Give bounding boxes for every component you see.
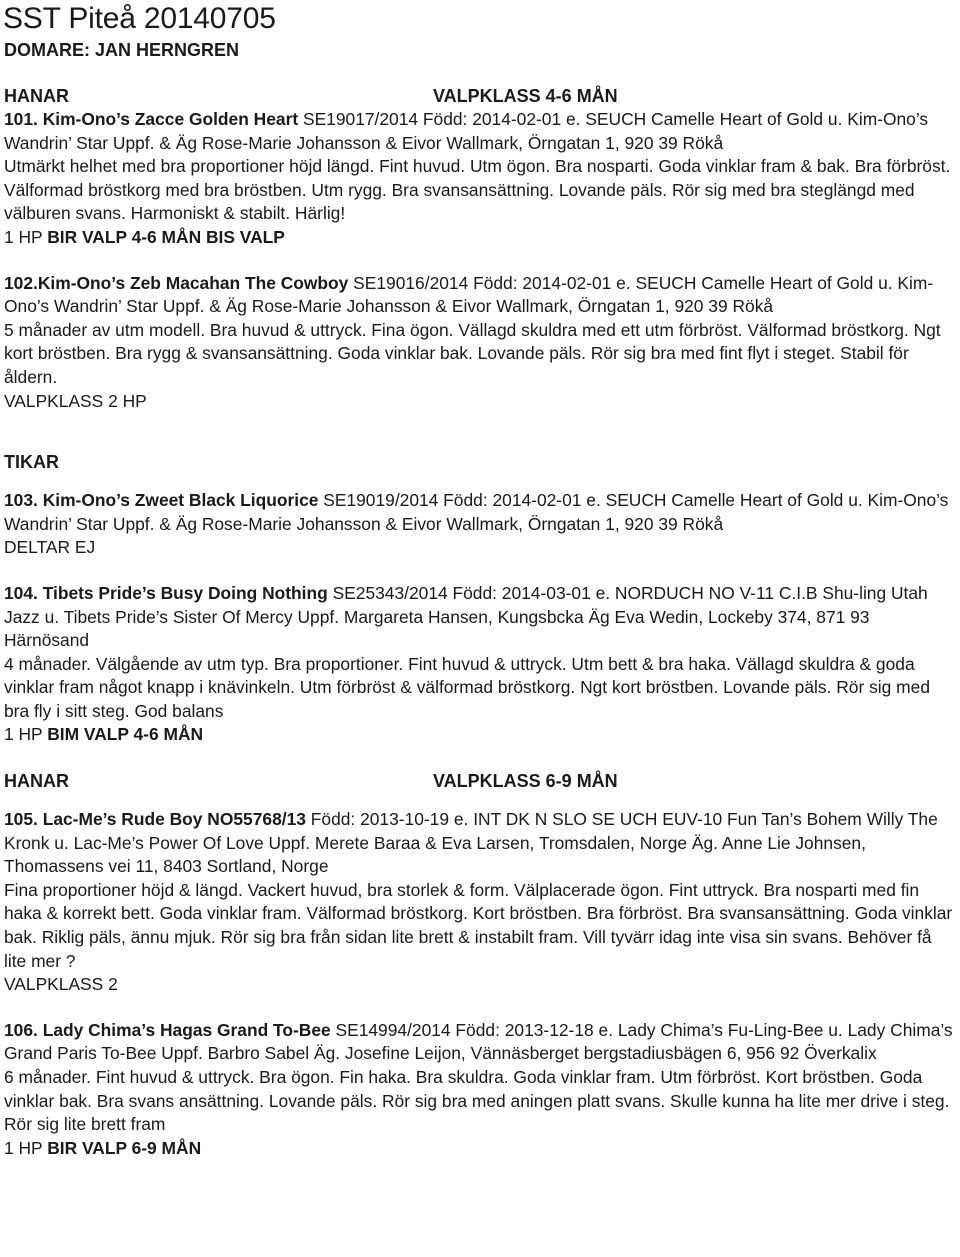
entry-details: SE19019/2014 Född: 2014-02-01 e. SEUCH Camelle Heart of Gold u. Kim-Ono’s Wandrin’ Star Uppf. & Äg Rose-Marie Johansson & Eivor Wallmark, Örngatan 1, 920 39 Rökå: [4, 490, 949, 534]
entry-104: [4, 582, 956, 747]
entry-header: [4, 808, 956, 879]
section-sex: TIKAR: [4, 452, 59, 473]
entry-result: [4, 973, 956, 997]
entry-number: 103.: [4, 490, 38, 511]
entry-details: SE25343/2014 Född: 2014-03-01 e. NORDUCH NO V-11 C.I.B Shu-ling Utah Jazz u. Tibets Pride’s Sister Of Mercy Uppf. Margareta Hansen, Kungsbcka Äg Eva Wedin, Lockeby 374, 871 93 Härnösand: [4, 582, 928, 651]
result-prefix: 1 HP: [4, 226, 48, 247]
entry-header: [4, 489, 956, 536]
entry-header: [4, 272, 956, 319]
entry-details: SE14994/2014 Född: 2013-12-18 e. Lady Chima’s Fu-Ling-Bee u. Lady Chima’s Grand Paris To-Bee Uppf. Barbro Sabel Äg. Josefine Leijon, Vännäsberget bergstadiusbägen 6, 956 92 Överkalix: [4, 1019, 953, 1064]
result-award: BIR VALP 4-6 MÅN BIS VALP: [47, 226, 285, 247]
dog-name: Kim-Ono’s Zacce Golden Heart: [42, 109, 299, 129]
dog-name: Kim-Ono’s Zweet Black Liquorice: [42, 490, 319, 511]
entry-number: 104.: [4, 582, 38, 603]
entry-result: [4, 536, 956, 560]
result-award: BIM VALP 4-6 MÅN: [47, 724, 204, 745]
result-prefix: VALPKLASS 2 HP: [4, 390, 147, 411]
section-heading-females: [4, 450, 956, 474]
entry-details: SE19017/2014 Född: 2014-02-01 e. SEUCH Camelle Heart of Gold u. Kim-Ono’s Wandrin’ Star Uppf. & Äg Rose-Marie Johansson & Eivor Wallmark, Örngatan 1, 920 39 Rökå: [4, 109, 929, 153]
dog-name: Kim-Ono’s Zeb Macahan The Cowboy: [37, 272, 349, 293]
entry-critique: 6 månader. Fint huvud & uttryck. Bra ögon. Fin haka. Bra skuldra. Goda vinklar fram. Utm förbröst. Kort bröstben. Goda vinklar bak. Bra svans ansättning. Lovande päls. Rör sig bra med aningen platt svans. Skulle kunna ha lite mer drive i steg. Rör sig lite brett fram: [4, 1067, 950, 1135]
entry-details: Född: 2013-10-19 e. INT DK N SLO SE UCH EUV-10 Fun Tan’s Bohem Willy The Kronk u. Lac-Me’s Power Of Love Uppf. Merete Baraa & Eva Larsen, Tromsdalen, Norge Äg. Anne Lie Johnsen, Thomassens vei 11, 8403 Sortland, Norge: [4, 809, 938, 877]
entry-number: 102.: [4, 272, 38, 293]
result-prefix: VALPKLASS 2: [4, 974, 118, 995]
section-sex: HANAR: [4, 771, 69, 792]
entry-critique: Fina proportioner höjd & längd. Vackert huvud, bra storlek & form. Välplacerade ögon. Fint uttryck. Bra nosparti med fin haka & korrekt bett. Goda vinklar fram. Välformad bröstkorg. Kort bröstben. Bra förbröst. Bra svansansättning. Goda vinklar bak. Riklig päls, ännu mjuk. Rör sig bra från sidan lite brett & instabilt fram. Vill tyvärr idag inte visa sin svans. Behöver få lite mer ?: [4, 879, 953, 971]
document-page: [0, 2, 960, 1257]
dog-name: Lady Chima’s Hagas Grand To-Bee: [42, 1019, 331, 1040]
entry-result: [4, 723, 956, 747]
entry-critique: Utmärkt helhet med bra proportioner höjd längd. Fint huvud. Utm ögon. Bra nosparti. Goda vinklar fram & bak. Bra förbröst. Välformad bröstkorg med bra bröstben. Utm rygg. Bra svansansättning. Lovande päls. Rör sig med bra steglängd med välburen svans. Harmoniskt & stabilt. Härlig!: [4, 156, 951, 224]
entry-106: [4, 1019, 956, 1161]
result-prefix: 1 HP: [4, 1137, 48, 1158]
dog-name: Tibets Pride’s Busy Doing Nothing: [42, 582, 328, 603]
result-prefix: DELTAR EJ: [4, 537, 96, 558]
result-award: BIR VALP 6-9 MÅN: [47, 1137, 202, 1158]
entry-result: [4, 1137, 956, 1161]
entry-101: [4, 108, 956, 250]
judge-line: DOMARE: JAN HERNGREN: [4, 40, 240, 60]
entry-number: 105.: [4, 809, 38, 830]
entry-number: 101.: [4, 109, 38, 129]
entry-header: [4, 582, 956, 653]
entry-details: SE19016/2014 Född: 2014-02-01 e. SEUCH Camelle Heart of Gold u. Kim-Ono’s Wandrin’ Star Uppf. & Äg Rose-Marie Johansson & Eivor Wallmark, Örngatan 1, 920 39 Rökå: [4, 272, 934, 317]
section-class: VALPKLASS 4-6 MÅN: [433, 86, 618, 106]
section-class: VALPKLASS 6-9 MÅN: [433, 771, 618, 792]
section-heading-males-4-6: [4, 84, 956, 108]
entry-105: [4, 808, 956, 997]
entry-header: [4, 108, 956, 155]
entry-header: [4, 1019, 956, 1066]
entry-result: [4, 226, 956, 250]
section-sex: HANAR: [4, 86, 69, 106]
entry-critique: 4 månader. Välgående av utm typ. Bra proportioner. Fint huvud & uttryck. Utm bett & bra haka. Vällagd skuldra & goda vinklar fram något knapp i knävinkeln. Utm förbröst & välformad bröstkorg. Ngt kort bröstben. Lovande päls. Rör sig med bra fly i sitt steg. God balans: [4, 653, 930, 721]
entry-result: [4, 390, 956, 414]
dog-name: Lac-Me’s Rude Boy NO55768/13: [42, 809, 306, 830]
result-prefix: 1 HP: [4, 724, 48, 745]
document-title: SST Piteå 20140705: [3, 2, 276, 35]
entry-critique: 5 månader av utm modell. Bra huvud & uttryck. Fina ögon. Vällagd skuldra med ett utm förbröst. Välformad bröstkorg. Ngt kort bröstben. Bra rygg & svansansättning. Goda vinklar bak. Lovande päls. Rör sig bra med fint flyt i steget. Stabil för åldern.: [4, 319, 941, 387]
entry-number: 106.: [4, 1019, 38, 1040]
entry-102: [4, 272, 956, 414]
entry-103: [4, 489, 956, 560]
section-heading-males-6-9: [4, 769, 956, 793]
